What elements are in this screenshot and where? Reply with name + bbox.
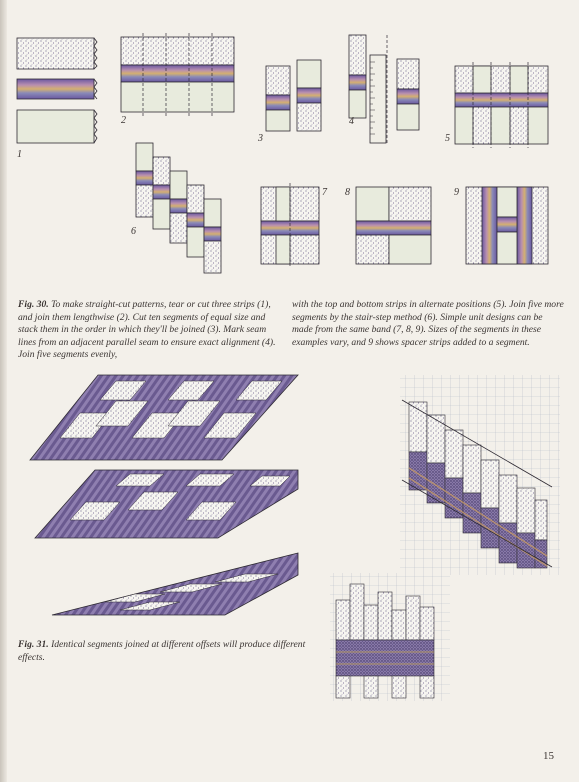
fig30-step9-unit <box>466 187 548 264</box>
fig31-caption-text: Identical segments joined at different offsets will produce different effects. <box>18 639 306 663</box>
fig30-caption-number: Fig. 30. <box>18 299 49 310</box>
fig30-step2-band <box>121 33 234 116</box>
fig30-step3-segments <box>266 60 321 131</box>
fig30-label-4: 4 <box>349 116 354 127</box>
fig30-step4-marking <box>349 35 419 143</box>
fig31-diagonal-band-1 <box>30 375 298 460</box>
fig30-label-6: 6 <box>131 226 136 237</box>
fig31-graph-unit <box>330 573 450 701</box>
fig30-step6-stairstep <box>136 143 221 273</box>
fig30-step5-alternating <box>455 62 548 148</box>
fig31-diagonal-band-3 <box>52 553 298 615</box>
page-number: 15 <box>543 750 554 762</box>
fig31-graph-stairstep <box>400 375 560 575</box>
fig30-label-9: 9 <box>454 187 459 198</box>
fig30-step7-unit <box>261 183 319 268</box>
fig30-caption-left <box>18 299 280 362</box>
fig31-caption-number: Fig. 31. <box>18 639 49 650</box>
fig30-label-7: 7 <box>322 187 327 198</box>
fig30-label-2: 2 <box>121 115 126 126</box>
fig30-label-8: 8 <box>345 187 350 198</box>
fig30-label-3: 3 <box>258 133 263 144</box>
fig31-caption <box>18 639 318 664</box>
fig30-caption-left-text: To make straight-cut patterns, tear or cut three strips (1), and join them lengthwise (2). Cut ten segments of equal size and stack them in the order in which they'll be joined (3). Mark seam lines from an adjacent parallel seam to ensure exact alignment (4). Join five segments evenly, <box>18 299 276 361</box>
fig30-step8-unit <box>356 187 431 264</box>
fig31-diagonal-band-2 <box>35 470 298 538</box>
fig30-caption-right: with the top and bottom strips in alternate positions (5). Join five more segments by the stair-step method (6). Simple unit designs can be made from the same band (7, 8, 9). Sizes of the segments in these examples vary, and 9 shows spacer strips added to a segment. <box>292 299 564 348</box>
fig30-label-1: 1 <box>17 149 22 160</box>
fig30-label-5: 5 <box>445 133 450 144</box>
fig30-step1-strips <box>17 38 97 143</box>
